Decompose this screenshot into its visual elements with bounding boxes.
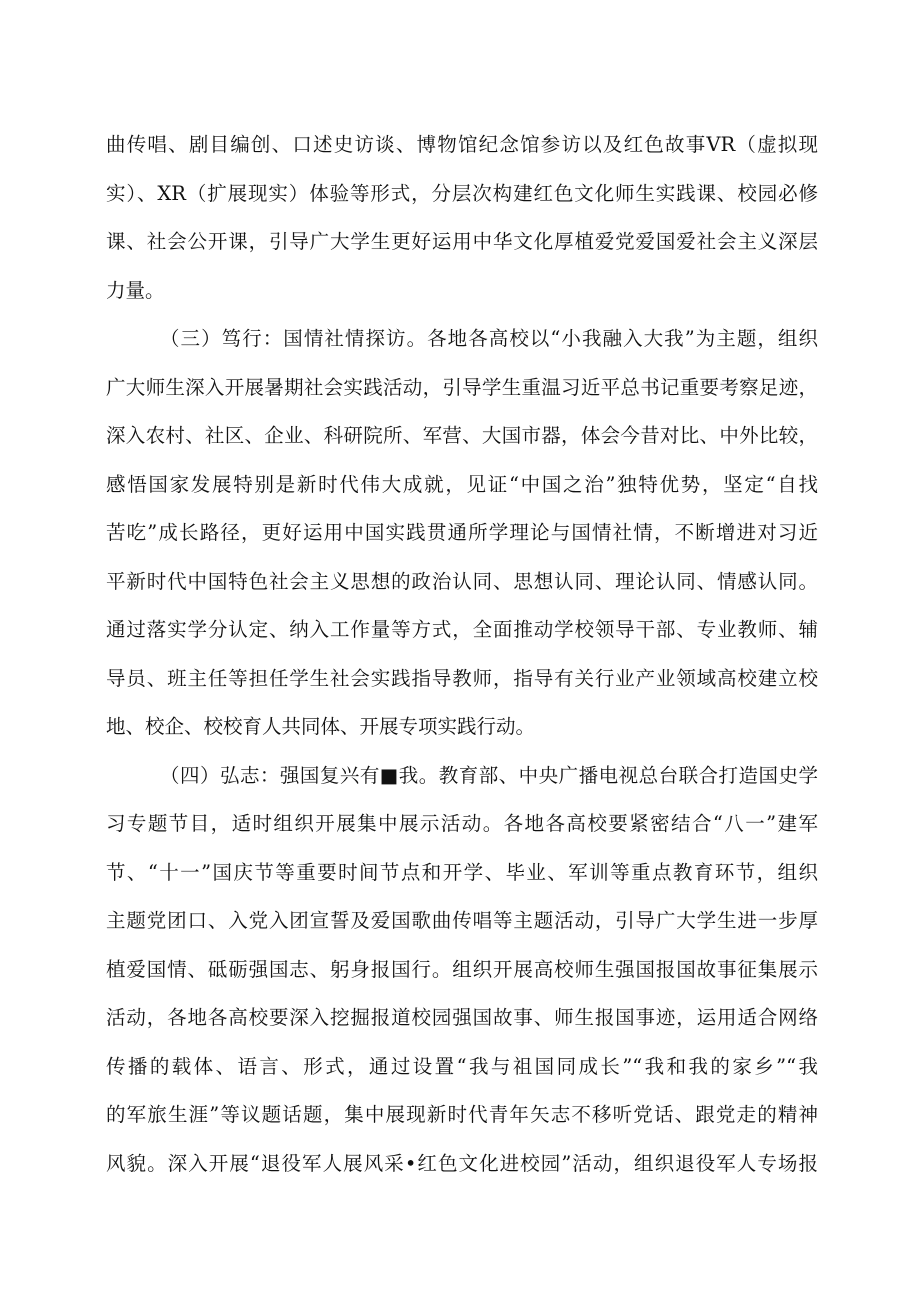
paragraph-3-line-2: 习专题节目，适时组织开展集中展示活动。各地各高校要紧密结合“八一”建军 (106, 812, 818, 835)
paragraph-2-line-5: 苦吃”成长路径，更好运用中国实践贯通所学理论与国情社情，不断增进对习近 (106, 521, 818, 544)
paragraph-3-line-6: 活动，各地各高校要深入挖掘报道校园强国故事、师生报国事迹，运用适合网络 (106, 1006, 818, 1029)
paragraph-3-line-5: 植爱国情、砥砺强国志、躬身报国行。组织开展高校师生强国报国故事征集展示 (106, 957, 818, 981)
paragraph-2-line-8: 导员、班主任等担任学生社会实践指导教师，指导有关行业产业领域高校建立校 (106, 666, 818, 690)
paragraph-2-line-6: 平新时代中国特色社会主义思想的政治认同、思想认同、理论认同、情感认同。 (106, 569, 818, 593)
paragraph-3-line-7: 传播的载体、语言、形式，通过设置“我与祖国同成长”“我和我的家乡”“我 (106, 1054, 818, 1078)
paragraph-3-line-8: 的军旅生涯”等议题话题，集中展现新时代青年矢志不移听党话、跟党走的精神 (106, 1103, 818, 1126)
paragraph-1-line-2: 实）、XR（扩展现实）体验等形式，分层次构建红色文化师生实践课、校园必修 (106, 181, 818, 205)
paragraph-3-line-4: 主题党团口、入党入团宣誓及爱国歌曲传唱等主题活动，引导广大学生进一步厚 (106, 909, 818, 932)
paragraph-2-line-2: 广大师生深入开展暑期社会实践活动，引导学生重温习近平总书记重要考察足迹， (106, 375, 818, 399)
paragraph-1-line-4: 力量。 (106, 278, 165, 302)
paragraph-3-line-9: 风貌。深入开展“退役军人展风采•红色文化进校园”活动，组织退役军人专场报 (106, 1151, 818, 1175)
paragraph-2-line-7: 通过落实学分认定、纳入工作量等方式，全面推动学校领导干部、专业教师、辅 (106, 618, 818, 641)
paragraph-2-line-1: （三）笃行：国情社情探访。各地各高校以“小我融入大我”为主题，组织 (160, 327, 818, 350)
paragraph-1-line-1: 曲传唱、剧目编创、口述史访谈、博物馆纪念馆参访以及红色故事VR（虚拟现 (106, 133, 818, 156)
paragraph-2-line-3: 深入农村、社区、企业、科研院所、军营、大国市器，体会今昔对比、中外比较， (106, 424, 818, 447)
paragraph-3-line-1: （四）弘志：强国复兴有■我。教育部、中央广播电视总台联合打造国史学 (160, 763, 818, 787)
document-body (0, 121, 920, 1188)
paragraph-3-line-3: 节、“十一”国庆节等重要时间节点和开学、毕业、军训等重点教育环节，组织 (106, 860, 818, 884)
paragraph-2-line-9: 地、校企、校校育人共同体、开展专项实践行动。 (106, 715, 536, 738)
paragraph-1-line-3: 课、社会公开课，引导广大学生更好运用中华文化厚植爱党爱国爱社会主义深层 (106, 230, 818, 253)
paragraph-2-line-4: 感悟国家发展特别是新时代伟大成就，见证“中国之治”独特优势，坚定“自找 (106, 472, 818, 496)
